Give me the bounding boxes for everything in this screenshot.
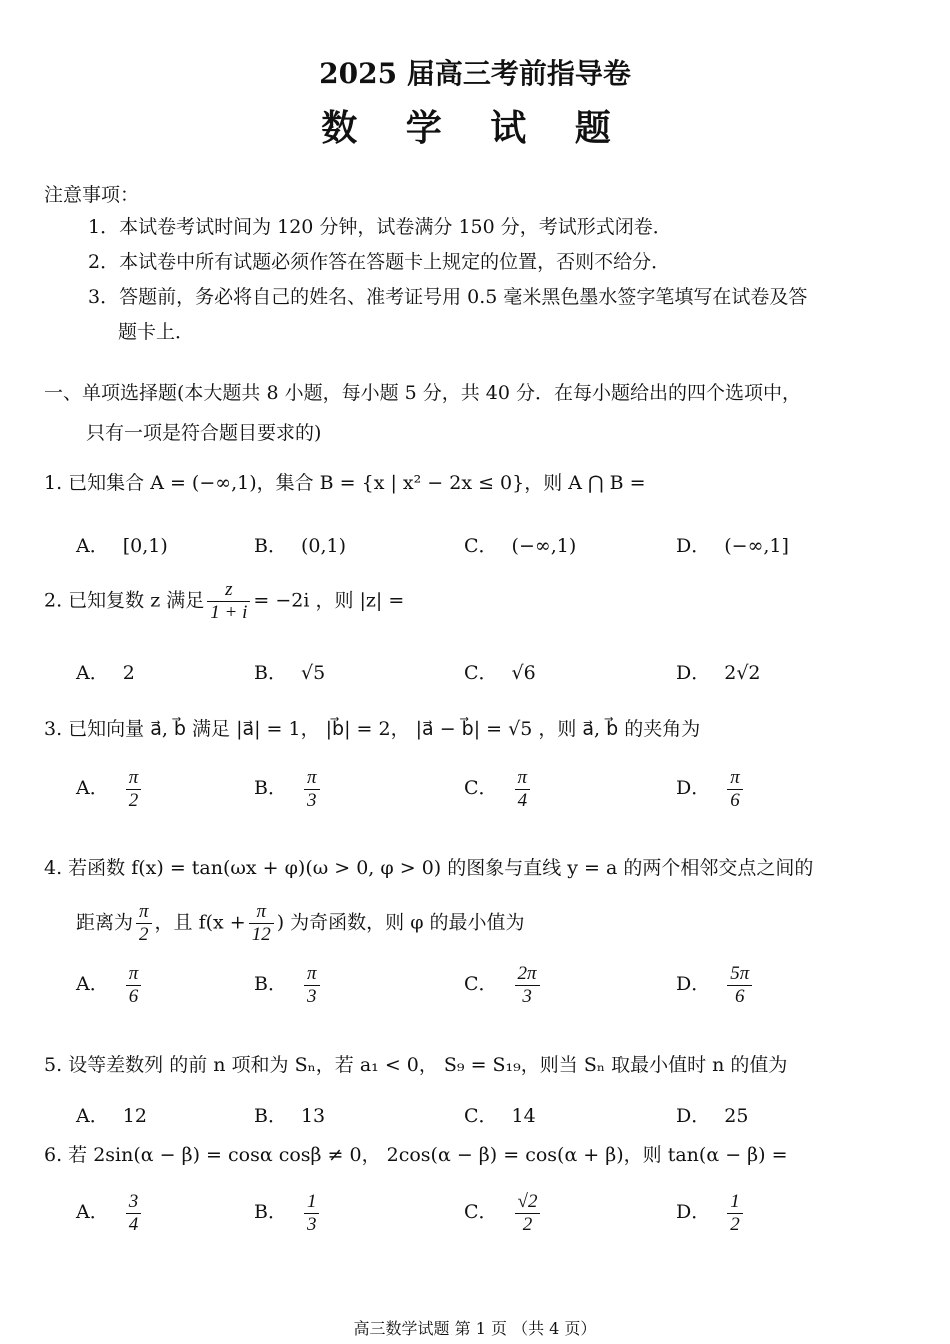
frac-num: 2π <box>515 964 540 986</box>
note-item-1: 1．本试卷考试时间为 120 分钟，试卷满分 150 分，考试形式闭卷． <box>88 216 672 238</box>
q6-option-a <box>76 1192 144 1235</box>
frac-den: 3 <box>522 985 532 1007</box>
frac-den: 2 <box>730 1213 740 1235</box>
option-label: A． <box>76 535 109 557</box>
option-value: √5 <box>300 662 326 684</box>
frac-den: 2 <box>139 923 149 945</box>
option-label: A． <box>76 1201 109 1224</box>
frac-den: 3 <box>306 985 317 1007</box>
option-label: B． <box>254 535 287 557</box>
option-label: C． <box>464 662 498 684</box>
q2-option-d <box>676 658 761 685</box>
q5-option-d <box>676 1101 748 1128</box>
q1-option-c <box>464 531 576 558</box>
option-label: D． <box>676 973 711 996</box>
frac-num: π <box>727 768 743 790</box>
question-2-stem <box>44 580 404 623</box>
question-5-stem: 5. 设等差数列 的前 n 项和为 Sₙ，若 a₁ < 0， S₉ = S₁₉，则当 Sₙ 取最小值时 n 的值为 <box>44 1054 788 1076</box>
q4-line2-c: ) 为奇函数，则 φ 的最小值为 <box>276 911 525 934</box>
option-value: (0,1) <box>300 535 347 557</box>
frac-den: 3 <box>306 789 317 811</box>
note-item-2: 2．本试卷中所有试题必须作答在答题卡上规定的位置，否则不给分． <box>88 251 671 273</box>
q5-option-a <box>76 1101 147 1128</box>
option-label: B． <box>254 662 287 684</box>
q3-option-b <box>254 768 323 811</box>
option-value: 25 <box>724 1105 749 1127</box>
q5-option-b <box>254 1101 325 1128</box>
q5-option-c <box>464 1101 536 1128</box>
q4-frac-2 <box>249 902 274 945</box>
q2-option-b <box>254 658 325 685</box>
frac-num: π <box>126 768 142 790</box>
exam-title: 2025 届高三考前指导卷 <box>319 57 631 90</box>
q2-fraction <box>207 580 250 623</box>
option-label: B． <box>254 1105 287 1127</box>
q2-frac-num: z <box>207 580 250 602</box>
question-3-stem: 3. 已知向量 a⃗, b⃗ 满足 |a⃗| = 1， |b⃗| = 2， |a⃗ − b⃗| = √5 ，则 a⃗, b⃗ 的夹角为 <box>44 718 701 740</box>
q2-stem-pre: 2. 已知复数 z 满足 <box>44 589 205 612</box>
frac-den: 2 <box>128 789 139 811</box>
option-fraction <box>515 768 531 811</box>
option-value: √6 <box>511 662 536 684</box>
option-label: D． <box>676 1105 711 1127</box>
q3-option-d <box>676 768 746 811</box>
option-label: B． <box>254 777 287 800</box>
option-fraction <box>727 964 752 1007</box>
frac-num: 1 <box>727 1192 743 1214</box>
frac-num: 3 <box>126 1192 142 1214</box>
option-label: D． <box>676 535 711 557</box>
q6-option-d <box>676 1192 746 1235</box>
q4-option-a <box>76 964 144 1007</box>
note-item-3-continued: 题卡上． <box>118 321 195 343</box>
frac-den: 12 <box>251 923 271 945</box>
option-label: B． <box>254 973 287 996</box>
frac-num: π <box>126 964 142 986</box>
q1-option-d <box>676 531 789 558</box>
frac-num: π <box>249 902 274 924</box>
frac-den: 6 <box>730 789 740 811</box>
q4-line2-b: ，且 f(x + <box>154 911 246 934</box>
frac-den: 4 <box>128 1213 139 1235</box>
frac-num: π <box>304 768 320 790</box>
option-label: C． <box>464 973 498 996</box>
question-1-stem: 1. 已知集合 A = (−∞,1)，集合 B = {x | x² − 2x ≤ 0}，则 A ⋂ B = <box>44 472 646 494</box>
q4-option-b <box>254 964 323 1007</box>
frac-num: 5π <box>727 964 752 986</box>
option-label: C． <box>464 1105 498 1127</box>
frac-num: 1 <box>304 1192 320 1214</box>
option-label: D． <box>676 1201 711 1224</box>
option-value: 2√2 <box>724 662 761 684</box>
option-fraction <box>515 964 540 1007</box>
option-value: 13 <box>300 1105 326 1127</box>
q4-option-d <box>676 964 755 1007</box>
frac-den: 3 <box>306 1213 317 1235</box>
frac-num: π <box>515 768 531 790</box>
question-4-stem-line2 <box>76 902 525 945</box>
option-value: 2 <box>122 662 135 684</box>
q4-line2-a: 距离为 <box>76 911 134 934</box>
q1-option-a <box>76 531 168 558</box>
option-label: A． <box>76 777 109 800</box>
question-6-stem: 6. 若 2sin(α − β) = cosα cosβ ≠ 0， 2cos(α − β) = cos(α + β)，则 tan(α − β) = <box>44 1144 788 1166</box>
option-value: (−∞,1) <box>511 535 577 557</box>
frac-den: 6 <box>735 985 745 1007</box>
option-fraction <box>515 1192 541 1235</box>
option-value: (−∞,1] <box>724 535 789 557</box>
frac-den: 4 <box>517 789 528 811</box>
q6-option-b <box>254 1192 322 1235</box>
option-fraction <box>304 768 320 811</box>
option-fraction <box>727 768 743 811</box>
option-fraction <box>304 1192 320 1235</box>
page-footer: 高三数学试题 第 1 页 （共 4 页） <box>353 1319 597 1338</box>
option-label: C． <box>464 777 498 800</box>
notes-heading: 注意事项： <box>44 184 140 206</box>
q3-option-c <box>464 768 533 811</box>
frac-den: 6 <box>128 985 139 1007</box>
option-label: A． <box>76 662 109 684</box>
note-item-3: 3．答题前，务必将自己的姓名、准考证号用 0.5 毫米黑色墨水签字笔填写在试卷及答 <box>88 286 808 308</box>
q2-frac-den: 1 + i <box>210 601 248 623</box>
option-label: D． <box>676 777 711 800</box>
frac-num: π <box>304 964 320 986</box>
option-fraction <box>126 1192 142 1235</box>
exam-subtitle: 数 学 试 题 <box>321 107 629 149</box>
option-value: 14 <box>511 1105 536 1127</box>
q2-stem-post: = −2i ，则 |z| = <box>253 589 405 612</box>
q3-option-a <box>76 768 144 811</box>
q1-option-b <box>254 531 346 558</box>
q4-frac-1 <box>136 902 152 945</box>
option-fraction <box>126 964 142 1007</box>
question-4-stem: 4. 若函数 f(x) = tan(ωx + φ)(ω > 0, φ > 0) 的图象与直线 y = a 的两个相邻交点之间的 <box>44 857 814 879</box>
option-label: A． <box>76 1105 109 1127</box>
option-value: 12 <box>122 1105 147 1127</box>
section-heading: 一、单项选择题(本大题共 8 小题，每小题 5 分，共 40 分．在每小题给出的四个选项中， <box>44 382 802 404</box>
option-fraction <box>126 768 142 811</box>
q2-option-a <box>76 658 135 685</box>
option-fraction <box>304 964 320 1007</box>
q4-option-c <box>464 964 543 1007</box>
option-label: B． <box>254 1201 287 1224</box>
option-label: C． <box>464 1201 498 1224</box>
frac-num: √2 <box>515 1192 541 1214</box>
frac-den: 2 <box>522 1213 533 1235</box>
section-heading-cont: 只有一项是符合题目要求的) <box>86 422 322 444</box>
option-fraction <box>727 1192 743 1235</box>
frac-num: π <box>136 902 152 924</box>
option-label: C． <box>464 535 498 557</box>
option-value: [0,1) <box>122 535 168 557</box>
q6-option-c <box>464 1192 543 1235</box>
q2-option-c <box>464 658 536 685</box>
option-label: A． <box>76 973 109 996</box>
option-label: D． <box>676 662 711 684</box>
